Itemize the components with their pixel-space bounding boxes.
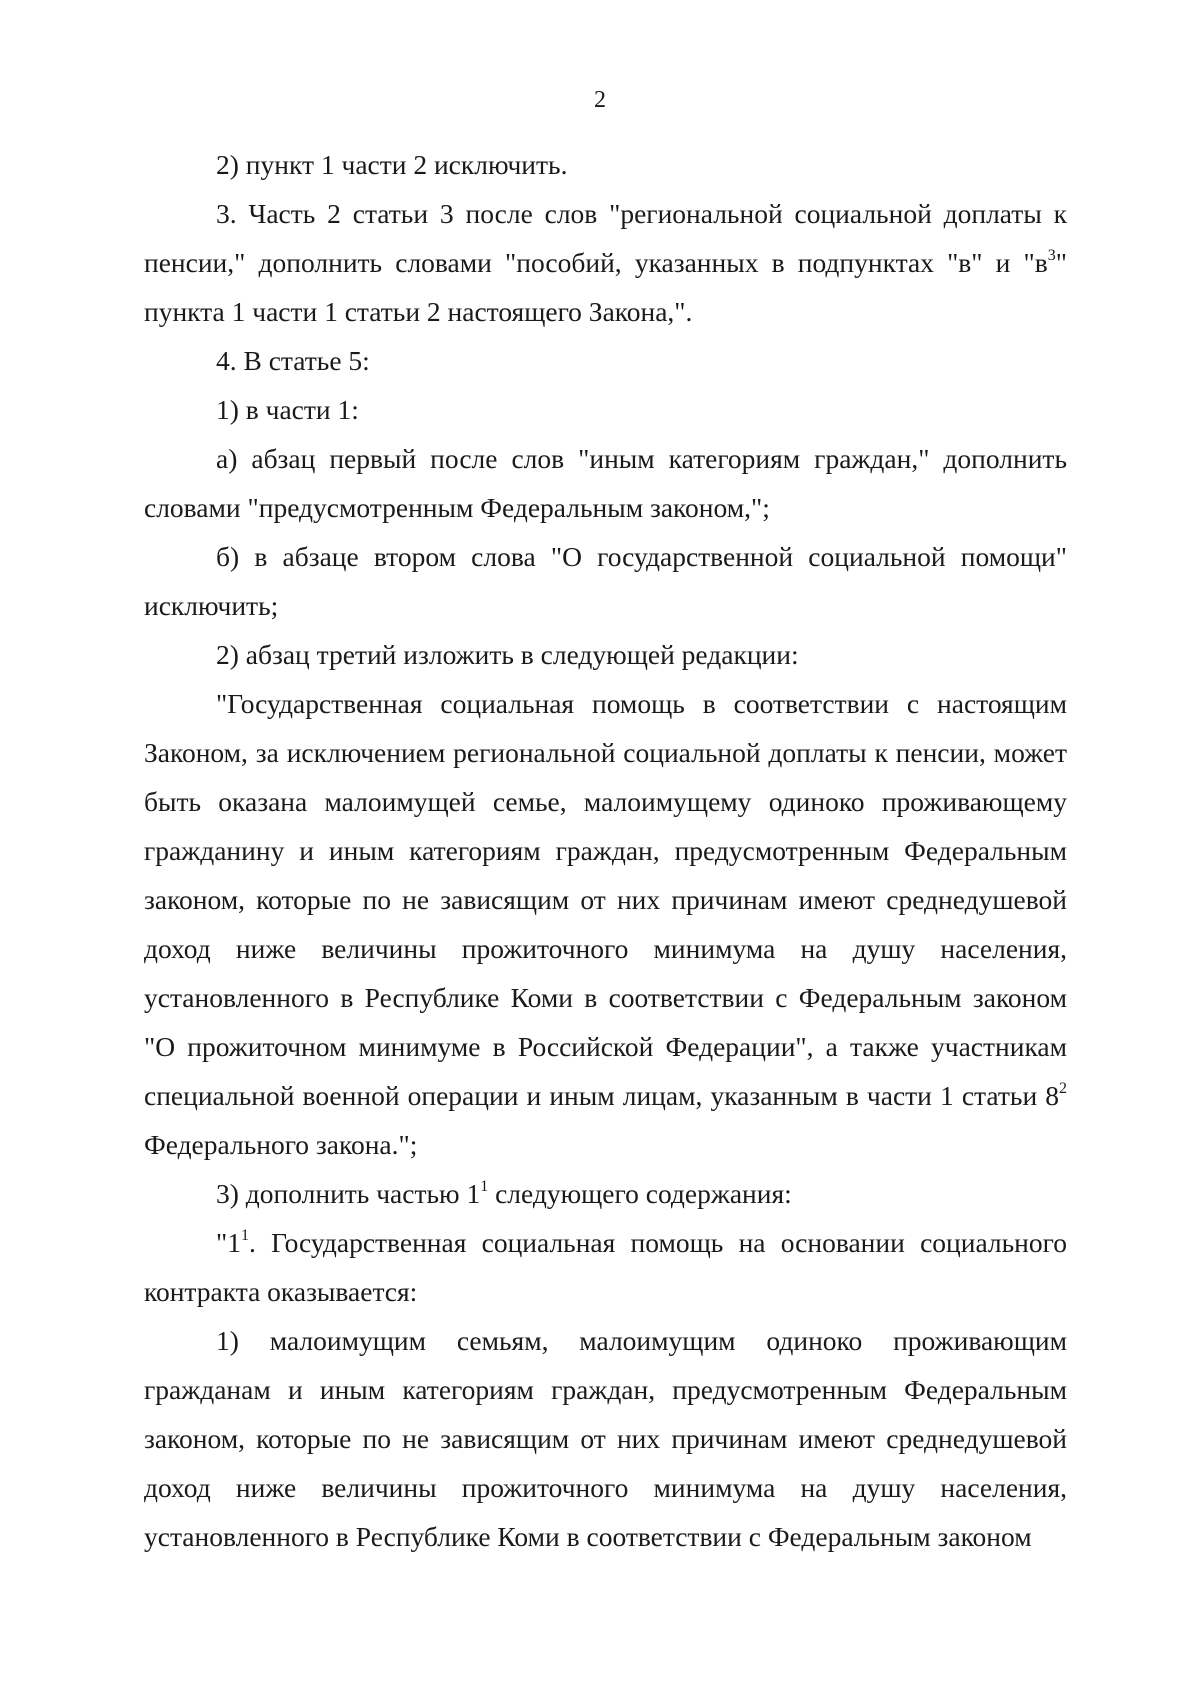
paragraph <box>144 1218 1067 1316</box>
superscript: 3 <box>1047 246 1056 264</box>
paragraph-text: 2) пункт 1 части 2 исключить. <box>216 149 568 180</box>
paragraph-text: следующего содержания: <box>488 1178 792 1209</box>
paragraph-text: Федерального закона."; <box>144 1129 418 1160</box>
paragraph <box>144 434 1067 532</box>
paragraph <box>144 1169 1067 1218</box>
paragraph-text: б) в абзаце втором слова "О государственной социальной помощи" исключить; <box>144 541 1067 621</box>
paragraph <box>144 385 1067 434</box>
paragraph <box>144 630 1067 679</box>
paragraph-text: 2) абзац третий изложить в следующей редакции: <box>216 639 799 670</box>
paragraph-text: "Государственная социальная помощь в соответствии с настоящим Законом, за исключением региональной социальной доплаты к пенсии, может быть оказана малоимущей семье, малоимущему одиноко проживающему гражданину и иным категориям граждан, предусмотренным Федеральным законом, которые по не зависящим от них причинам имеют среднедушевой доход ниже величины прожиточного минимума на душу населения, установленного в Республике Коми в соответствии с Федеральным законом "О прожиточном минимуме в Российской Федерации", а также участникам специальной военной операции и иным лицам, указанным в части 1 статьи 8 <box>144 688 1067 1111</box>
superscript: 1 <box>480 1177 489 1195</box>
paragraph <box>144 532 1067 630</box>
paragraph-text: " пункта 1 части 1 статьи 2 настоящего Закона,". <box>144 247 1067 327</box>
paragraph-text: 3. Часть 2 статьи 3 после слов "региональной социальной доплаты к пенсии," дополнить словами "пособий, указанных в подпунктах "в" и "в <box>144 198 1067 278</box>
paragraph-text: . Государственная социальная помощь на основании социального контракта оказывается: <box>144 1227 1067 1307</box>
paragraph-text: а) абзац первый после слов "иным категориям граждан," дополнить словами "предусмотренным Федеральным законом,"; <box>144 443 1067 523</box>
page-number: 2 <box>594 87 606 113</box>
paragraph-text: "1 <box>216 1227 241 1258</box>
superscript: 1 <box>240 1226 249 1244</box>
document-body <box>144 140 1067 1561</box>
paragraph <box>144 1316 1067 1561</box>
superscript: 2 <box>1059 1079 1067 1097</box>
paragraph <box>144 140 1067 189</box>
paragraph <box>144 336 1067 385</box>
paragraph <box>144 679 1067 1169</box>
paragraph-text: 1) малоимущим семьям, малоимущим одиноко проживающим гражданам и иным категориям граждан, предусмотренным Федеральным законом, которые по не зависящим от них причинам имеют среднедушевой доход ниже величины прожиточного минимума на душу населения, установленного в Республике Коми в соответствии с Федеральным законом <box>144 1325 1067 1552</box>
paragraph-text: 1) в части 1: <box>216 394 359 425</box>
paragraph-text: 4. В статье 5: <box>216 345 370 376</box>
paragraph <box>144 189 1067 336</box>
paragraph-text: 3) дополнить частью 1 <box>216 1178 481 1209</box>
